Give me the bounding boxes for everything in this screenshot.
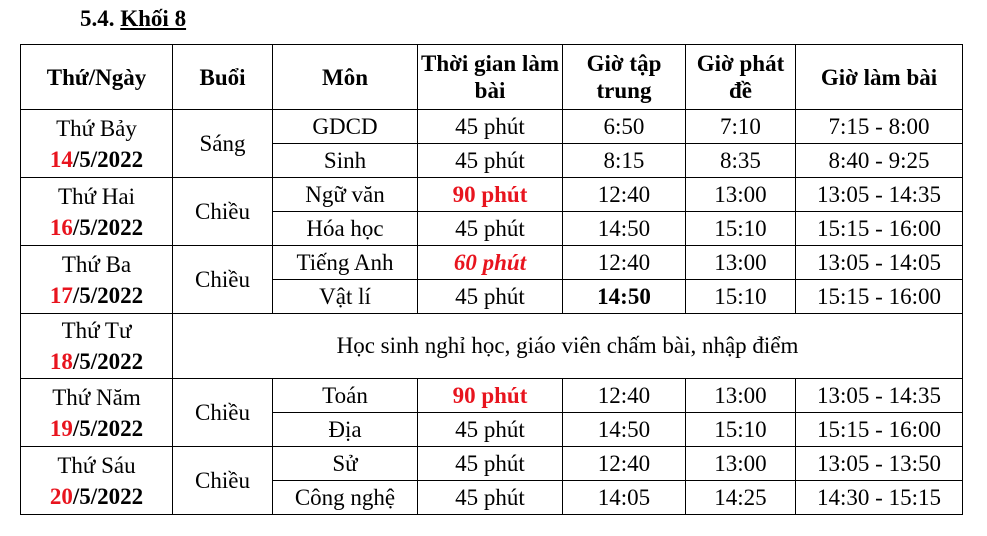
issue-cell: 15:10 (686, 413, 796, 447)
section-number: 5.4. (80, 6, 121, 31)
day-name: Thứ Ba (61, 251, 132, 277)
subject-cell: Công nghệ (273, 481, 418, 515)
exam-cell: 13:05 - 14:05 (796, 246, 963, 280)
exam-cell: 8:40 - 9:25 (796, 144, 963, 178)
table-row (21, 314, 963, 379)
session-cell: Chiều (173, 379, 273, 447)
day-cell (21, 314, 173, 379)
header-day: Thứ/Ngày (21, 45, 173, 110)
day-cell (21, 110, 173, 178)
day-name: Thứ Hai (58, 183, 135, 209)
session-cell: Chiều (173, 447, 273, 515)
session-cell: Sáng (173, 110, 273, 178)
table-row (21, 447, 963, 481)
subject-cell: Toán (273, 379, 418, 413)
day-date: 20/5/2022 (49, 483, 144, 509)
subject-cell: Địa (273, 413, 418, 447)
duration-cell: 45 phút (418, 447, 563, 481)
exam-cell: 15:15 - 16:00 (796, 212, 963, 246)
exam-cell: 13:05 - 14:35 (796, 178, 963, 212)
day-cell (21, 178, 173, 246)
issue-cell: 13:00 (686, 379, 796, 413)
table-row (21, 379, 963, 413)
day-name: Thứ Sáu (57, 452, 136, 478)
duration-cell: 45 phút (418, 110, 563, 144)
header-issue-time: Giờ phát đề (686, 45, 796, 110)
table-row (21, 246, 963, 280)
day-date: 14/5/2022 (49, 146, 144, 172)
gather-cell: 14:50 (563, 212, 686, 246)
session-cell: Chiều (173, 246, 273, 314)
gather-cell: 14:50 (563, 280, 686, 314)
duration-cell: 45 phút (418, 481, 563, 515)
subject-cell: Vật lí (273, 280, 418, 314)
exam-cell: 15:15 - 16:00 (796, 413, 963, 447)
duration-cell: 90 phút (418, 178, 563, 212)
day-date: 16/5/2022 (49, 214, 144, 240)
header-exam-time: Giờ làm bài (796, 45, 963, 110)
exam-cell: 7:15 - 8:00 (796, 110, 963, 144)
exam-cell: 13:05 - 14:35 (796, 379, 963, 413)
duration-cell: 45 phút (418, 144, 563, 178)
day-date: 18/5/2022 (49, 349, 144, 374)
section-heading (80, 6, 186, 32)
table-row (21, 110, 963, 144)
day-name: Thứ Bảy (56, 115, 137, 141)
table-row (21, 178, 963, 212)
gather-cell: 12:40 (563, 178, 686, 212)
gather-cell: 12:40 (563, 379, 686, 413)
gather-cell: 6:50 (563, 110, 686, 144)
day-cell (21, 447, 173, 515)
gather-cell: 12:40 (563, 246, 686, 280)
subject-cell: Ngữ văn (273, 178, 418, 212)
day-name: Thứ Tư (61, 318, 132, 343)
issue-cell: 15:10 (686, 280, 796, 314)
duration-cell: 45 phút (418, 212, 563, 246)
subject-cell: Sinh (273, 144, 418, 178)
day-date: 19/5/2022 (49, 415, 144, 441)
duration-cell: 45 phút (418, 280, 563, 314)
gather-cell: 14:05 (563, 481, 686, 515)
day-name: Thứ Năm (52, 384, 141, 410)
issue-cell: 13:00 (686, 178, 796, 212)
issue-cell: 8:35 (686, 144, 796, 178)
issue-cell: 13:00 (686, 447, 796, 481)
gather-cell: 8:15 (563, 144, 686, 178)
header-gather-time: Giờ tập trung (563, 45, 686, 110)
issue-cell: 15:10 (686, 212, 796, 246)
day-cell (21, 246, 173, 314)
section-title: Khối 8 (120, 6, 187, 31)
exam-cell: 14:30 - 15:15 (796, 481, 963, 515)
header-subject: Môn (273, 45, 418, 110)
session-cell: Chiều (173, 178, 273, 246)
gather-cell: 12:40 (563, 447, 686, 481)
subject-cell: Tiếng Anh (273, 246, 418, 280)
exam-schedule-table (20, 44, 963, 515)
duration-cell: 60 phút (418, 246, 563, 280)
header-session: Buổi (173, 45, 273, 110)
subject-cell: GDCD (273, 110, 418, 144)
issue-cell: 14:25 (686, 481, 796, 515)
day-date: 17/5/2022 (49, 282, 144, 308)
header-duration: Thời gian làm bài (418, 45, 563, 110)
issue-cell: 13:00 (686, 246, 796, 280)
note-cell: Học sinh nghỉ học, giáo viên chấm bài, nhập điểm (173, 314, 963, 379)
duration-cell: 90 phút (418, 379, 563, 413)
gather-cell: 14:50 (563, 413, 686, 447)
day-cell (21, 379, 173, 447)
subject-cell: Hóa học (273, 212, 418, 246)
issue-cell: 7:10 (686, 110, 796, 144)
exam-cell: 13:05 - 13:50 (796, 447, 963, 481)
duration-cell: 45 phút (418, 413, 563, 447)
exam-cell: 15:15 - 16:00 (796, 280, 963, 314)
subject-cell: Sử (273, 447, 418, 481)
